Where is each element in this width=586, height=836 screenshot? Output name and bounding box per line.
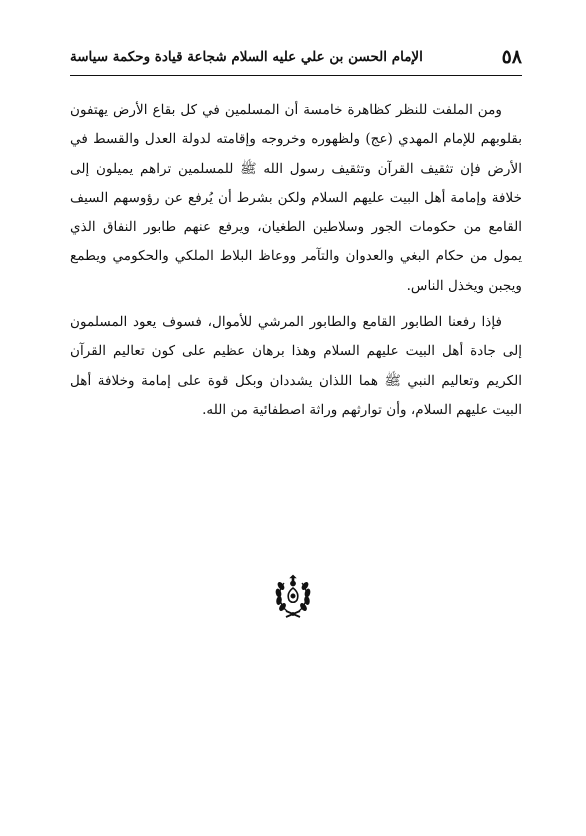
paragraph-2: فإذا رفعنا الطابور القامع والطابور المرشي للأموال، فسوف يعود المسلمون إلى جادة أهل البيت عليهم السلام وهذا برهان عظيم على كون تعاليم القرآن الكريم وتعاليم النبي ﷺ هما اللذان يشددان وبكل قوة على إمامة وخلافة أهل البيت عليهم السلام، وأن توارثهم وراثة اصطفائية من الله. <box>70 314 522 418</box>
page-header <box>70 44 522 70</box>
running-title: الإمام الحسن بن علي عليه السلام شجاعة قيادة وحكمة سياسة <box>70 49 423 65</box>
body-text <box>70 96 522 425</box>
paragraph-1: ومن الملفت للنظر كظاهرة خامسة أن المسلمين في كل بقاع الأرض يهتفون بقلوبهم للإمام المهدي (عج) ولظهوره وخروجه وإقامته لدولة العدل والقسط في الأرض فإن تثقيف القرآن وتثقيف رسول الله ﷺ للمسلمين تراهم يميلون إلى خلافة وإمامة أهل البيت عليهم السلام ولكن بشرط أن يُرفع عن رؤوسهم السيف القامع من حكومات الجور وسلاطين الطغيان، ويرفع عنهم طابور النفاق الذي يمول من حكام البغي والعدوان والتآمر ووعاظ البلاط الملكي والحكومي ويطمع ويجبن ويخذل الناس. <box>70 102 522 294</box>
laurel-wreath-ornament-icon <box>272 574 314 620</box>
page-number: ٥٨ <box>501 46 522 68</box>
header-rule <box>70 75 522 76</box>
